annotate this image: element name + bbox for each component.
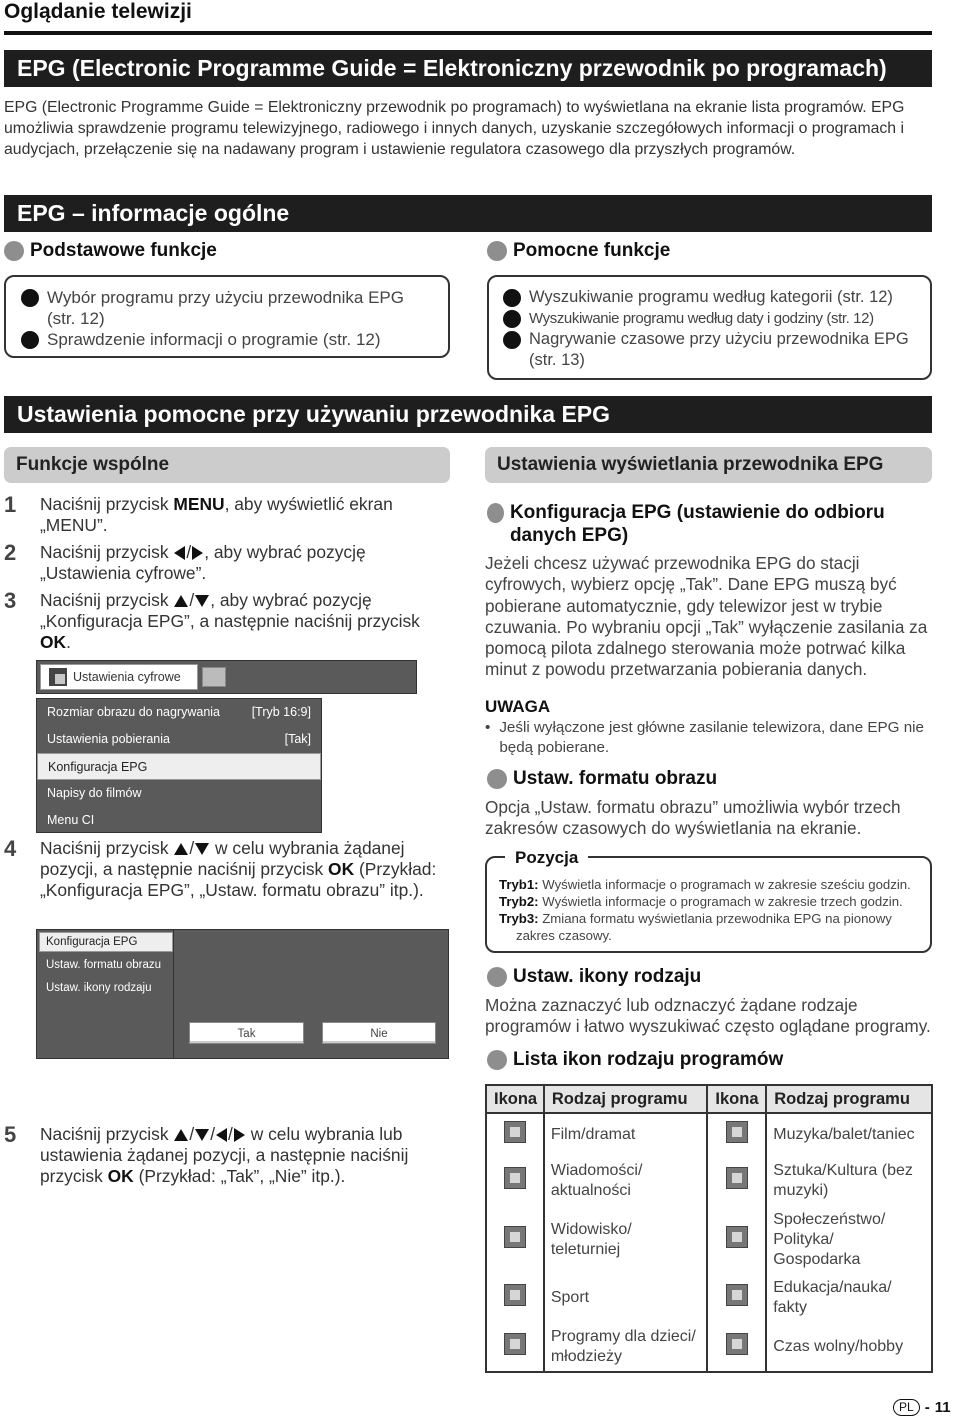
- down-arrow-icon: [195, 843, 209, 855]
- film-icon: [504, 1121, 526, 1143]
- digital-settings-menu: [36, 698, 322, 833]
- grey-bullet-icon: [487, 1050, 507, 1070]
- mode-3: Tryb3: Zmiana formatu wyświetlania przewodnika EPG na pionowy zakres czasowy.: [499, 911, 892, 943]
- list-item: Wybór programu przy użyciu przewodnika EPG (str. 12): [21, 287, 436, 329]
- bullet-icon: [21, 289, 39, 307]
- show-icon: [504, 1226, 526, 1248]
- news-icon: [504, 1167, 526, 1189]
- config-text: Jeżeli chcesz używać przewodnika EPG do stacji cyfrowych, wybierz opcję „Tak”. Dane EPG muszą być pobierane automatycznie, gdy telewizor jest w trybie czuwania. Po wybraniu opcji „Tak” wyłączenie zasilania za pomocą pilota zdalnego sterowania może potrwać kilka minut z powodu przetwarzania pobierania danych.: [485, 553, 928, 680]
- down-arrow-icon: [195, 1129, 209, 1141]
- grey-bullet-icon: [487, 967, 507, 987]
- helpful-heading: [487, 240, 670, 262]
- grey-bullet-icon: [4, 241, 24, 261]
- basic-box: [4, 275, 450, 358]
- settings-header: Ustawienia pomocne przy używaniu przewodnika EPG: [4, 396, 932, 433]
- position-title: Pozycja: [505, 848, 588, 868]
- left-arrow-icon: [216, 1128, 227, 1142]
- list-item: Wyszukiwanie programu według kategorii (str. 12): [503, 287, 920, 308]
- step-2: 2 Naciśnij przycisk / , aby wybrać pozycję „Ustawienia cyfrowe”.: [4, 540, 366, 583]
- helpful-title: Pomocne funkcje: [513, 240, 671, 261]
- list-item: Nagrywanie czasowe przy użyciu przewodnika EPG (str. 13): [503, 329, 920, 371]
- menu-row-record-size[interactable]: Rozmiar obrazu do nagrywania [Tryb 16:9]: [47, 705, 311, 719]
- music-icon: [726, 1121, 748, 1143]
- menu-row-download[interactable]: Ustawienia pobierania [Tak]: [47, 732, 311, 746]
- menu-tab-bar: [36, 660, 417, 694]
- epg-header: EPG (Electronic Programme Guide = Elektroniczny przewodnik po programach): [4, 50, 932, 87]
- note-title: UWAGA: [485, 697, 551, 716]
- step-1: 1 Naciśnij przycisk MENU, aby wyświetlić ekran „MENU”.: [4, 492, 393, 535]
- bullet-icon: [21, 331, 39, 349]
- up-arrow-icon: [174, 1129, 188, 1141]
- genre-icon-heading: Ustaw. ikony rodzaju: [487, 966, 701, 988]
- yes-button[interactable]: Tak: [189, 1022, 304, 1044]
- grey-bullet-icon: [487, 503, 504, 523]
- table-row: Film/dramat Muzyka/balet/taniec: [486, 1113, 932, 1156]
- no-button[interactable]: Nie: [322, 1022, 436, 1044]
- children-icon: [504, 1333, 526, 1355]
- menu-row-genre-icon[interactable]: Ustaw. ikony rodzaju: [46, 982, 152, 994]
- bullet-icon: [503, 289, 521, 307]
- sport-icon: [504, 1284, 526, 1306]
- basic-heading: [4, 240, 217, 262]
- basic-title: Podstawowe funkcje: [30, 240, 217, 261]
- grey-bullet-icon: [487, 769, 507, 789]
- table-header-row: Ikona Rodzaj programu Ikona Rodzaj programu: [486, 1085, 932, 1113]
- bullet-icon: [503, 310, 521, 328]
- arts-icon: [726, 1167, 748, 1189]
- genre-icon-text: Można zaznaczyć lub odznaczyć żądane rodzaje programów i łatwo wyszukiwać często oglądane programy.: [485, 995, 931, 1037]
- helpful-box: [487, 275, 932, 380]
- format-heading: Ustaw. formatu obrazu: [487, 768, 717, 790]
- step-3: 3 Naciśnij przycisk / , aby wybrać pozycję „Konfiguracja EPG”, a następnie naciśnij przycisk OK.: [4, 588, 420, 652]
- note-item: • Jeśli wyłączone jest główne zasilanie telewizora, dane EPG nie będą pobierane.: [485, 719, 924, 756]
- bullet-icon: [503, 331, 521, 349]
- menu-row-subtitles[interactable]: Napisy do filmów: [47, 786, 142, 800]
- picture-tab-icon[interactable]: [202, 667, 226, 687]
- left-arrow-icon: [174, 546, 185, 560]
- table-row: Widowisko/ teleturniej Społeczeństwo/ Polityka/ Gospodarka: [486, 1206, 932, 1274]
- step-5: 5 Naciśnij przycisk / / / w celu wybrania lub ustawienia żądanej pozycji, a następnie naciśnij przycisk OK (Przykład: „Tak”, „Nie” itp.).: [4, 1122, 409, 1186]
- format-text: Opcja „Ustaw. formatu obrazu” umożliwia wybór trzech zakresów czasowych do wyświetlania na ekranie.: [485, 797, 901, 839]
- up-arrow-icon: [174, 595, 188, 607]
- table-row: Sport Edukacja/nauka/ fakty: [486, 1274, 932, 1322]
- up-arrow-icon: [174, 843, 188, 855]
- grey-bullet-icon: [487, 241, 507, 261]
- menu-row-epg-config[interactable]: Konfiguracja EPG: [39, 932, 173, 952]
- page-footer: PL - 11: [893, 1399, 951, 1416]
- list-item: Sprawdzenie informacji o programie (str. 12): [21, 329, 436, 350]
- list-item: Wyszukiwanie programu według daty i godziny (str. 12): [503, 308, 920, 329]
- general-header: EPG – informacje ogólne: [4, 195, 932, 232]
- right-arrow-icon: [192, 546, 203, 560]
- step-4: 4 Naciśnij przycisk / w celu wybrania żądanej pozycji, a następnie naciśnij przycisk OK (Przykład: „Konfiguracja EPG”, „Ustaw. formatu obrazu” itp.).: [4, 836, 437, 900]
- genre-table: [485, 1084, 933, 1373]
- mode-1: Tryb1: Wyświetla informacje o programach w zakresie sześciu godzin.: [499, 877, 911, 892]
- table-row: Wiadomości/ aktualności Sztuka/Kultura (bez muzyki): [486, 1156, 932, 1206]
- position-modes: [499, 876, 924, 944]
- down-arrow-icon: [195, 595, 209, 607]
- leisure-icon: [726, 1333, 748, 1355]
- page-number: 11: [934, 1399, 951, 1416]
- epg-settings-menu: [36, 929, 449, 1059]
- education-icon: [726, 1284, 748, 1306]
- title-rule: [4, 31, 932, 35]
- table-row: Programy dla dzieci/ młodzieży Czas wolny/hobby: [486, 1322, 932, 1372]
- digital-settings-icon: [49, 668, 67, 686]
- menu-row-ci[interactable]: Menu CI: [47, 813, 95, 827]
- display-heading: Ustawienia wyświetlania przewodnika EPG: [485, 447, 932, 483]
- language-badge: PL: [893, 1399, 920, 1416]
- menu-row-epg-config[interactable]: Konfiguracja EPG: [37, 753, 321, 780]
- menu-row-format[interactable]: Ustaw. formatu obrazu: [46, 959, 162, 971]
- page-title: Oglądanie telewizji: [4, 0, 192, 23]
- tab-digital-settings[interactable]: Ustawienia cyfrowe: [40, 664, 198, 690]
- mode-2: Tryb2: Wyświetla informacje o programach w zakresie trzech godzin.: [499, 894, 903, 909]
- right-arrow-icon: [234, 1128, 245, 1142]
- society-icon: [726, 1226, 748, 1248]
- intro-text: EPG (Electronic Programme Guide = Elektroniczny przewodnik po programach) to wyświetlana na ekranie lista programów. EPG umożliwia sprawdzenie programu telewizyjnego, radiowego i innych danych, uzyskanie szczegółowych informacji o programach i audycjach, przełączenie się na nadawany program i ustawienie regulatora czasowego dla przyszłych programów.: [4, 99, 905, 158]
- common-heading: Funkcje wspólne: [4, 447, 450, 483]
- config-heading: Konfiguracja EPG (ustawienie do odbioru danych EPG): [487, 501, 932, 547]
- genre-list-heading: Lista ikon rodzaju programów: [487, 1049, 783, 1071]
